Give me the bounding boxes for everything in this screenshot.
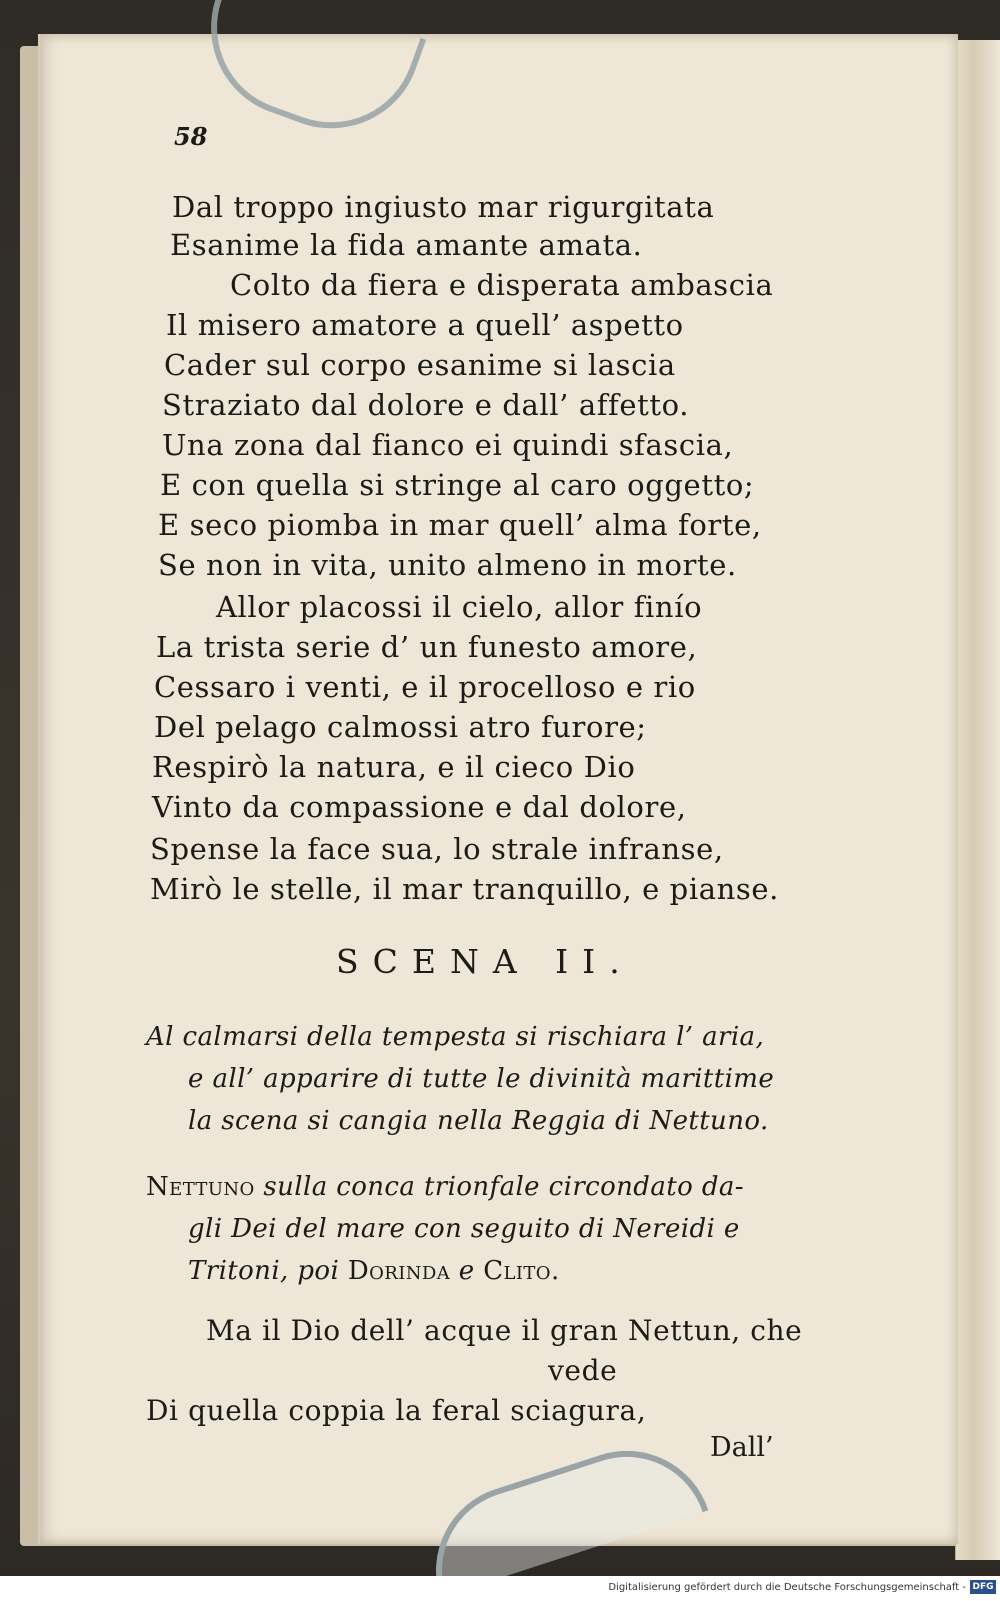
characters-line: gli Dei del mare con seguito di Nereidi e [188, 1214, 740, 1244]
verse-line: La trista serie d’ un funesto amore, [156, 630, 698, 664]
verse-line: Spense la face sua, lo strale infranse, [150, 832, 724, 866]
character-name-dorinda: Dorinda [347, 1256, 451, 1286]
stage-direction-line: e all’ apparire di tutte le divinità marittime [188, 1064, 775, 1094]
verse-line: Una zona dal fianco ei quindi sfascia, [162, 428, 734, 462]
characters-text: e [450, 1256, 484, 1286]
character-name-nettuno: Nettuno [146, 1172, 255, 1202]
verse-line: Esanime la fida amante amata. [170, 228, 643, 262]
verse-line: Mirò le stelle, il mar tranquillo, e pianse. [150, 872, 779, 906]
verse-line: Ma il Dio dell’ acque il gran Nettun, che [206, 1314, 803, 1347]
characters-line [188, 1256, 560, 1286]
stage-direction-line: la scena si cangia nella Reggia di Nettuno. [188, 1106, 769, 1136]
verse-line: E con quella si stringe al caro oggetto; [160, 468, 755, 502]
verse-line: Del pelago calmossi atro furore; [154, 710, 647, 744]
footer-credit: Digitalisierung gefördert durch die Deutsche Forschungsgemeinschaft - [608, 1582, 966, 1593]
verse-line: Vinto da compassione e dal dolore, [152, 790, 687, 824]
verse-line: Straziato dal dolore e dall’ affetto. [162, 388, 690, 422]
verse-line: Dal troppo ingiusto mar rigurgitata [172, 190, 715, 224]
verse-line: vede [548, 1354, 618, 1387]
verse-line: Il misero amatore a quell’ aspetto [166, 308, 684, 342]
character-name-clito: Clito. [483, 1256, 560, 1286]
verse-line: Allor placossi il cielo, allor finío [216, 590, 703, 624]
verse-line: Di quella coppia la feral sciagura, [146, 1394, 647, 1427]
catchword: Dall’ [710, 1432, 774, 1463]
stage-direction-line: Al calmarsi della tempesta si rischiara l’ aria, [146, 1022, 765, 1052]
verse-line: Respirò la natura, e il cieco Dio [152, 750, 636, 784]
page-number: 58 [174, 122, 208, 151]
verse-line: Cessaro i venti, e il procelloso e rio [154, 670, 696, 704]
dfg-logo: DFG [970, 1580, 996, 1594]
verse-line: Colto da fiera e disperata ambascia [230, 268, 774, 302]
characters-text: sulla conca trionfale circondato da- [254, 1172, 744, 1202]
verse-line: E seco piomba in mar quell’ alma forte, [158, 508, 762, 542]
characters-text: Tritoni, poi [188, 1256, 348, 1286]
footer-bar [0, 1576, 1000, 1601]
verse-line: Se non in vita, unito almeno in morte. [158, 548, 737, 582]
scene-heading: SCENA II. [336, 942, 634, 981]
characters-line [146, 1172, 744, 1202]
verse-line: Cader sul corpo esanime si lascia [164, 348, 676, 382]
